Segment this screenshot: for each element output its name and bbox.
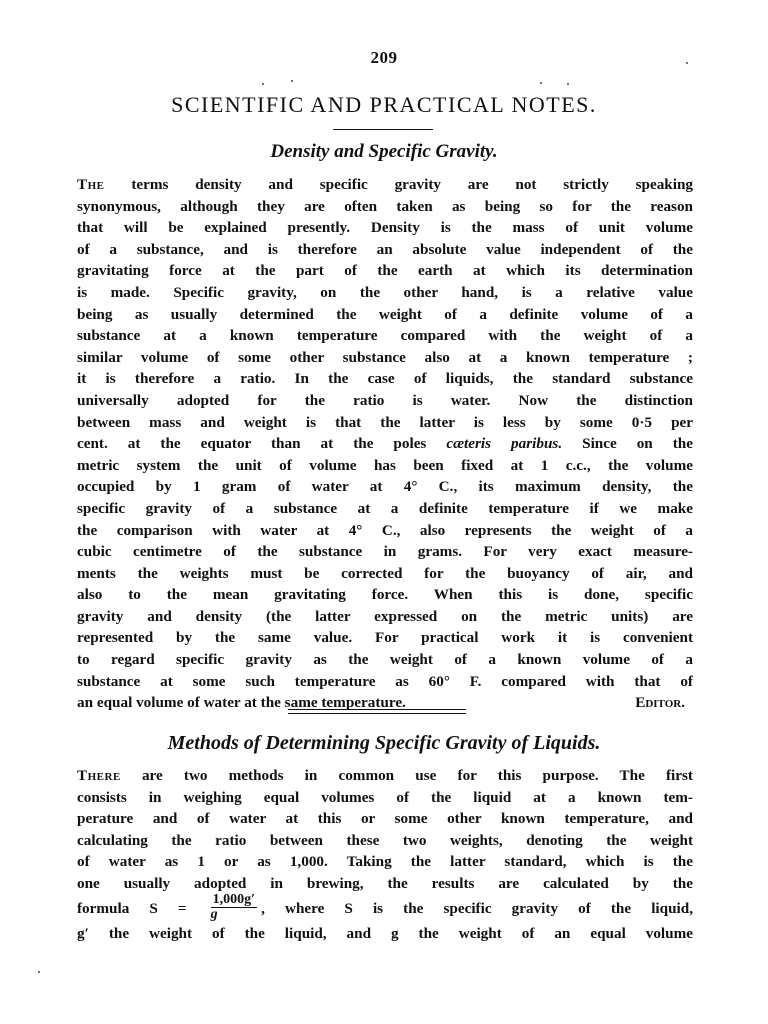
text-line: it is therefore a ratio. In the case of liquids, the standard substance (77, 370, 693, 388)
text-line: of a substance, and is therefore an absolute value independent of the (77, 240, 693, 258)
text-line: gravitating force at the part of the earth at which its determination (77, 262, 693, 280)
text-line: also to the mean gravitating force. When this is done, specific (77, 586, 693, 604)
print-speck (291, 80, 293, 82)
heading-rule (333, 129, 433, 130)
section-heading: SCIENTIFIC AND PRACTICAL NOTES. (171, 92, 597, 117)
text-line: being as usually determined the weight of a definite volume of a (77, 305, 693, 323)
text-line: The terms density and specific gravity are not strictly speaking (77, 176, 693, 193)
text-line: that will be explained presently. Density is the mass of unit volume (77, 219, 693, 237)
text-line: substance at a known temperature compared with the weight of a (77, 327, 693, 345)
text-line: the comparison with water at 4° C., also represents the weight of a (77, 521, 693, 539)
fraction-numerator: 1,000g′ (212, 891, 256, 907)
text-line: one usually adopted in brewing, the results are calculated by the (77, 874, 693, 892)
text-line: represented by the same value. For practical work it is convenient (77, 629, 693, 647)
text-line: consists in weighing equal volumes of the liquid at a known tem- (77, 788, 693, 806)
text-line: ments the weights must be corrected for the buoyancy of air, and (77, 564, 693, 582)
article-title-methods: Methods of Determining Specific Gravity of Liquids. (167, 732, 601, 754)
text-line: substance at some such temperature as 60° F. compared with that of (77, 672, 693, 690)
print-speck (38, 971, 40, 973)
text-line: perature and of water at this or some other known temperature, and (77, 810, 693, 828)
text-line: synonymous, although they are often taken as being so for the reason (77, 197, 693, 215)
text-line: occupied by 1 gram of water at 4° C., its maximum density, the (77, 478, 693, 496)
section-divider (288, 709, 466, 714)
text-line: g′ the weight of the liquid, and g the weight of an equal volume (77, 924, 693, 942)
text-line: between mass and weight is that the latter is less by some 0·5 per (77, 413, 693, 431)
text-line: is made. Specific gravity, on the other hand, is a relative value (77, 283, 693, 301)
text-line: calculating the ratio between these two weights, denoting the weight (77, 831, 693, 849)
text-line: cubic centimetre of the substance in grams. For very exact measure- (77, 543, 693, 561)
article-title-density: Density and Specific Gravity. (270, 141, 498, 162)
lead-word: There (77, 767, 121, 784)
fraction-denominator: g (210, 906, 218, 922)
text-line: an equal volume of water at the same temperature. Editor. (77, 692, 693, 714)
text-line: gravity and density (the latter expressed on the metric units) are (77, 607, 693, 625)
print-speck (262, 83, 264, 85)
lead-word: The (77, 176, 105, 193)
formula-fraction (211, 893, 257, 922)
formula-line: formula S = $\frac{1,000g'}{g}$ , where S is the specific gravity of the liquid, (77, 891, 693, 922)
text-line: of water as 1 or as 1,000. Taking the latter standard, which is the (77, 853, 693, 871)
print-speck (540, 82, 542, 84)
text-line: universally adopted for the ratio is water. Now the distinction (77, 391, 693, 409)
article-body-density (77, 174, 693, 714)
text-line: specific gravity of a substance at a definite temperature if we make (77, 499, 693, 517)
print-speck (567, 83, 569, 85)
text-line: similar volume of some other substance also at a known temperature ; (77, 348, 693, 366)
article-body-methods (77, 765, 693, 944)
page-number: 209 (370, 48, 398, 67)
text-line: metric system the unit of volume has been fixed at 1 c.c., the volume (77, 456, 693, 474)
print-speck (686, 62, 688, 64)
text-line: cent. at the equator than at the poles cæteris paribus. Since on the (77, 435, 693, 453)
text-line: There are two methods in common use for this purpose. The first (77, 767, 693, 784)
text-line: to regard specific gravity as the weight of a known volume of a (77, 651, 693, 669)
editor-signature: Editor. (635, 694, 685, 712)
latin-phrase: cæteris paribus. (446, 435, 563, 453)
